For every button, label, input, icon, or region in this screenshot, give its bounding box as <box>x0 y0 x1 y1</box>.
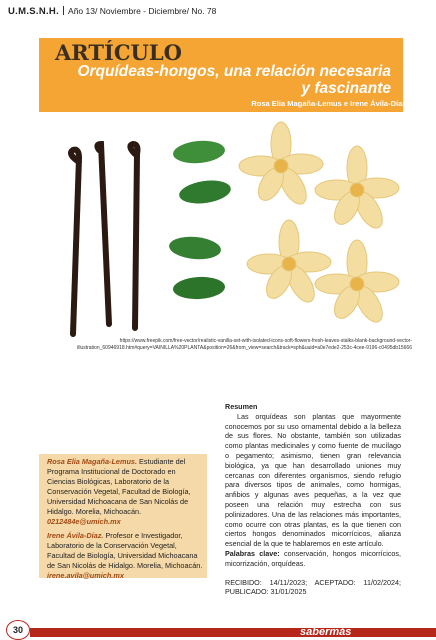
keywords-label: Palabras clave: <box>225 548 280 558</box>
running-header <box>8 6 216 17</box>
keywords-text: conservación, hongos micorrícicos, micorrización, orquídeas. <box>225 548 401 568</box>
magazine-logo: sabermás <box>300 626 352 638</box>
page-number: 30 <box>6 620 30 640</box>
title-line-2: y fascinante <box>301 80 391 97</box>
article-title <box>77 63 391 97</box>
vanilla-leaves-icon <box>168 139 232 301</box>
issue-info: Año 13/ Noviembre - Diciembre/ No. 78 <box>68 6 217 16</box>
page-footer <box>0 618 436 640</box>
article-authors: Rosa Elia Magaña-Lemus e Irene Ávila-Díaz <box>251 99 406 108</box>
author-2-email[interactable]: irene.avila@umich.mx <box>47 571 124 580</box>
author-1-email[interactable]: 0212484e@umich.mx <box>47 517 121 526</box>
author-1-affiliation: Estudiante del Programa Institucional de Doctorado en Ciencias Biológicas, Laboratorio de la Conservación Vegetal, Facultad de Biología, Universidad Michoacana de San Nicolás de Hidalgo. Morelia, Michoacán. <box>47 457 191 516</box>
abstract-text: Las orquídeas son plantas que mayormente conocemos por su uso ornamental debido a la belleza de sus flores. No obstante, también son utilizadas como plantas medicinales y como fuente de mucílago o pegamento; asimismo, tienen gran relevancia biológica, ya que han desarrollado uniones muy cercanas con diferentes organismos, siendo refugio para diversos tipos de animales, como hormigas, anfibios y algunas aves pequeñas, a la vez que poseen una relación muy estrecha con sus polinizadores. Una de las relaciones más importantes, como ocurre con otras plantas, es la que tienen con ciertos hongos denominados micorrícicos, alianza esencial de la que te hablaremos en este artículo. <box>225 411 401 549</box>
vanilla-pods-icon <box>71 144 138 334</box>
author-1-bio <box>47 457 203 527</box>
publisher: U.M.S.N.H. <box>8 6 60 17</box>
title-line-1: Orquídeas-hongos, una relación necesaria <box>77 63 391 80</box>
author-2-name: Irene Ávila-Díaz. <box>47 531 104 540</box>
image-credit[interactable]: https://www.freepik.com/free-vector/realistic-vanilla-set-with-isolated-icons-soft-flowers-fresh-leaves-stalks-blank-background-vector-illustration_60946918.htm#query=VAINILLA%20PLANTA&position=26&from_view=search&track=sph&uuid=a0e7ede2-253c-4cee-9196-c0495db15666 <box>77 338 412 351</box>
abstract <box>225 402 401 597</box>
author-1-name: Rosa Elia Magaña-Lemus. <box>47 457 138 466</box>
author-info-box <box>39 454 207 578</box>
vanilla-flowers-icon <box>239 122 399 326</box>
section-kicker: ARTÍCULO <box>55 40 182 65</box>
author-2-affiliation: Profesor e Investigador, Laboratorio de la Conservación Vegetal, Facultad de Biología, Universidad Michoacana de San Nicolás de Hidalgo. Morelia, Michoacán. <box>47 531 203 570</box>
author-2-bio <box>47 531 203 581</box>
publication-dates: RECIBIDO: 14/11/2023; ACEPTADO: 11/02/2024; PUBLICADO: 31/01/2025 <box>225 577 401 597</box>
keywords <box>225 549 401 569</box>
footer-bar <box>30 628 436 637</box>
abstract-heading: Resumen <box>225 402 258 411</box>
header-divider <box>63 6 64 15</box>
vanilla-illustration <box>39 114 403 344</box>
